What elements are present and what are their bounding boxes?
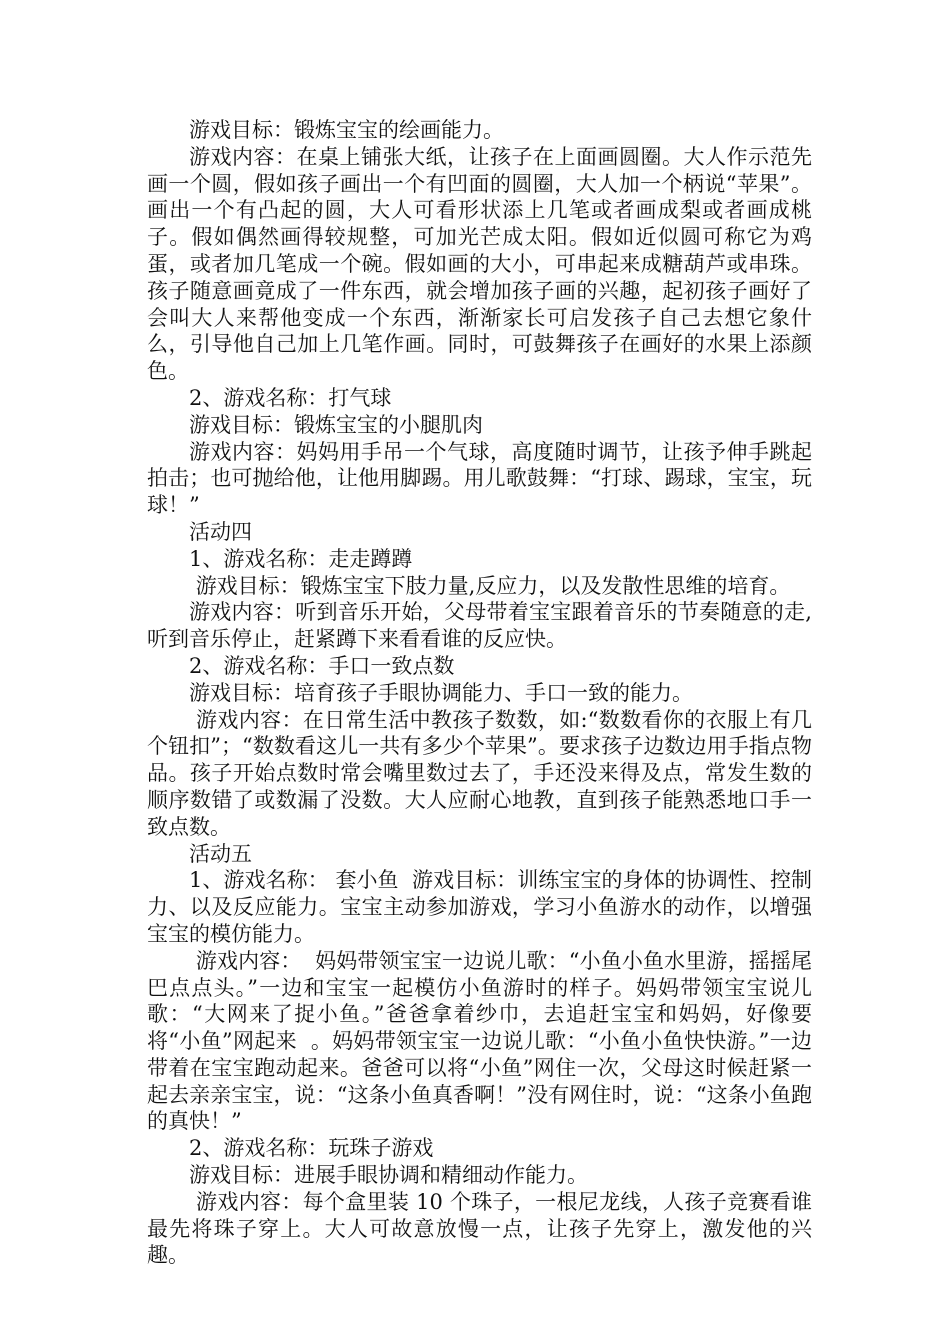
paragraph-game-goal-counting: 游戏目标：培育孩子手眼协调能力、手口一致的能力。: [189, 680, 693, 705]
paragraph-game-content-balloon: 游戏内容：妈妈用手吊一个气球，高度随时调节，让孩予伸手跳起拍击；也可抛给他，让他用脚踢。用儿歌鼓舞：“打球、踢球，宝宝，玩球！”: [147, 439, 812, 518]
heading-game-beads: 2、游戏名称：玩珠子游戏: [189, 1136, 434, 1161]
heading-game-counting: 2、游戏名称：手口一致点数: [189, 653, 455, 678]
paragraph-game-goal-drawing: 游戏目标：锻炼宝宝的绘画能力。: [189, 118, 504, 142]
document-page: [147, 117, 812, 1269]
paragraph-game-content-beads: 游戏内容：每个盒里装 10 个珠子，一根尼龙线，人孩子竞赛看谁最先将珠子穿上。大人可故意放慢一点，让孩子先穿上，激发他的兴趣。: [147, 1189, 812, 1268]
heading-activity-four: 活动四: [189, 519, 252, 544]
paragraph-game-content-drawing: 游戏内容：在桌上铺张大纸，让孩子在上面画圆圈。大人作示范先画一个圆，假如孩子画出一个有凹面的圆圈，大人加一个柄说“苹果”。画出一个有凸起的圆，大人可看形状添上几笔或者画成梨或者画成桃子。假如偶然画得较规整，可加光芒成太阳。假如近似圆可称它为鸡蛋，或者加几笔成一个碗。假如画的大小，可串起来成糖葫芦或串珠。孩子随意画竟成了一件东西，就会增加孩子画的兴趣，起初孩子画好了会叫大人来帮他变成一个东西，渐渐家长可启发孩子自己去想它象什么，引导他自己加上几笔作画。同时，可鼓舞孩子在画好的水果上添颜色。: [147, 144, 812, 384]
heading-game-walk-squat: 1、游戏名称：走走蹲蹲: [189, 546, 413, 571]
heading-game-balloon: 2、游戏名称：打气球: [189, 385, 392, 410]
paragraph-game-content-fish: 游戏内容： 妈妈带领宝宝一边说儿歌：“小鱼小鱼水里游，摇摇尾巴点点头。”一边和宝宝一起模仿小鱼游时的样子。妈妈带领宝宝说儿歌：“大网来了捉小鱼。”爸爸拿着纱巾，去追赶宝宝和妈妈，好像要将“小鱼”网起来 。妈妈带领宝宝一边说儿歌：“小鱼小鱼快快游。”一边带着在宝宝跑动起来。爸爸可以将“小鱼”网住一次，父母这时候赶紧一起去亲亲宝宝，说：“这条小鱼真香啊！”没有网住时，说：“这条小鱼跑的真快！”: [147, 948, 812, 1134]
paragraph-game-goal-walk-squat: 游戏目标：锻炼宝宝下肢力量,反应力，以及发散性思维的培育。: [189, 573, 791, 598]
paragraph-game-content-counting: 游戏内容：在日常生活中教孩子数数，如:“数数看你的衣服上有几个钮扣”；“数数看这儿一共有多少个苹果”。要求孩子边数边用手指点物品。孩子开始点数时常会嘴里数过去了，手还没来得及点，常发生数的顺序数错了或数漏了没数。大人应耐心地教，直到孩子能熟悉地口手一致点数。: [147, 707, 812, 839]
paragraph-game-fish-goal: 1、游戏名称： 套小鱼 游戏目标：训练宝宝的身体的协调性、控制力、以及反应能力。宝宝主动参加游戏，学习小鱼游水的动作，以增强宝宝的模仿能力。: [147, 868, 812, 946]
paragraph-game-content-walk-squat: 游戏内容：听到音乐开始，父母带着宝宝跟着音乐的节奏随意的走,听到音乐停止，赶紧蹲下来看看谁的反应快。: [147, 600, 812, 652]
paragraph-game-goal-balloon: 游戏目标：锻炼宝宝的小腿肌肉: [189, 412, 483, 437]
heading-activity-five: 活动五: [189, 841, 252, 866]
paragraph-game-goal-beads: 游戏目标：进展手眼协调和精细动作能力。: [189, 1163, 588, 1188]
